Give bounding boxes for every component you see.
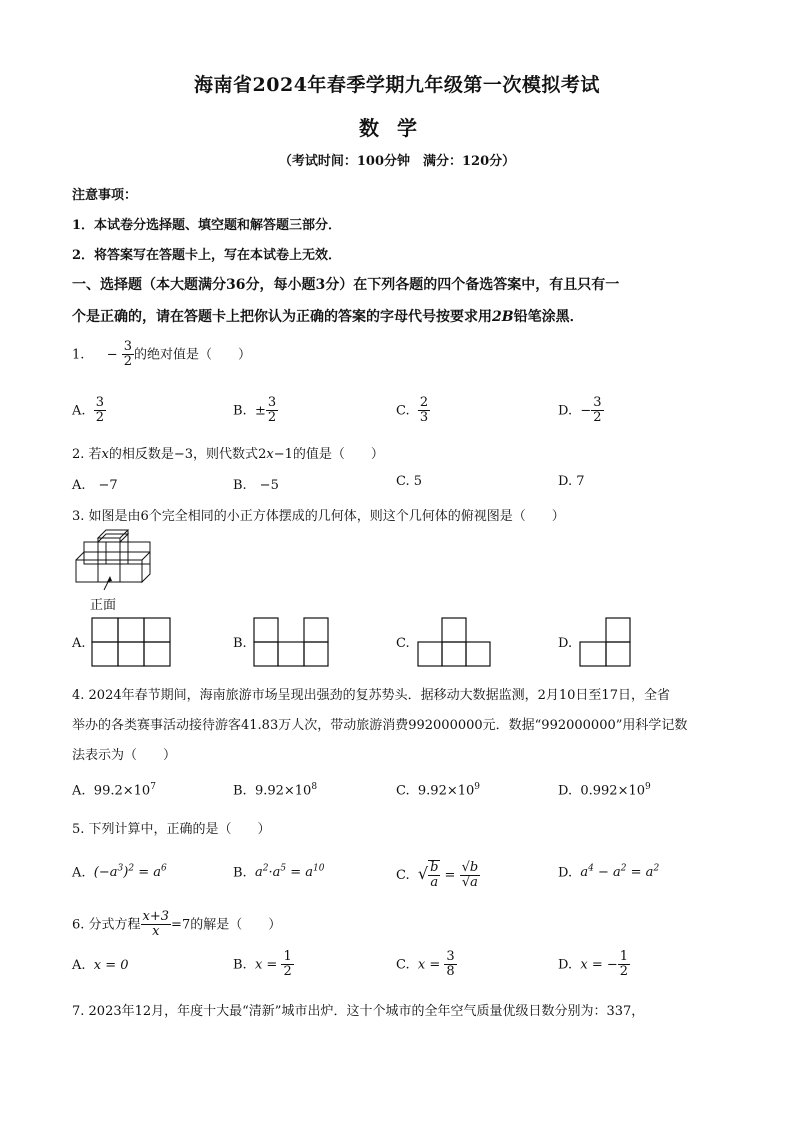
section1-line2 xyxy=(72,306,584,326)
q4-line1: 4. 2024年春节期间，海南旅游市场呈现出强劲的复苏势头．据移动大数据监测，2月10日至17日，全省 xyxy=(72,688,670,703)
q5-option-b[interactable]: B. $a^2\cdot a^5 = a^{10}$ xyxy=(233,864,325,881)
q1-option-a[interactable]: A. $\frac{3}{2}$ xyxy=(72,395,105,426)
q2-option-d[interactable]: D. 7 xyxy=(558,474,585,489)
q4-option-d[interactable]: D. $0.992\times 10^9$ xyxy=(558,782,651,799)
q4-line2: 举办的各类赛事活动接待游客41.83万人次，带动旅游消费992000000元．数据“992000000”用科学记数 xyxy=(72,718,688,733)
q4-option-b[interactable]: B. $9.92\times 10^8$ xyxy=(233,782,318,799)
q4-option-c[interactable]: C. $9.92\times 10^9$ xyxy=(396,782,481,799)
q2-option-b[interactable]: B. −5 xyxy=(233,478,279,493)
q3-stem: 3. 如图是由6个完全相同的小正方体摆成的几何体，则这个几何体的俯视图是（ ） xyxy=(72,509,565,524)
q1-fraction: $\frac{3}{2}$ xyxy=(123,339,133,370)
q1-option-b[interactable]: B. ± $\frac{3}{2}$ xyxy=(233,395,277,426)
q5-option-c[interactable]: C. √ $\frac{b}{a}$ = $\frac{√b}{√a}$ xyxy=(396,859,479,891)
section1-line2c: 铅笔涂黑． xyxy=(513,309,584,325)
q5-option-a[interactable]: A. $(-a^3)^2 = a^6$ xyxy=(72,864,167,881)
note-item-2: 2．将答案写在答题卡上，写在本试卷上无效． xyxy=(72,248,342,263)
notes-heading: 注意事项： xyxy=(72,188,138,203)
q2-option-a[interactable]: A. −7 xyxy=(72,478,118,493)
q1-option-d[interactable]: D. − $\frac{3}{2}$ xyxy=(558,395,602,426)
q1-number: 1. xyxy=(72,347,85,363)
q3-option-d-figure[interactable] xyxy=(580,618,640,668)
q3-option-c-figure[interactable] xyxy=(418,618,498,668)
q5-option-d[interactable]: D. $a^4 - a^2 = a^2$ xyxy=(558,864,660,881)
exam-subject: 数学 xyxy=(359,116,435,140)
q6-stem: 6. 分式方程 $\frac{x+3}{x}$ =7的解是（ ） xyxy=(72,909,282,940)
q2-option-c[interactable]: C. 5 xyxy=(396,474,423,489)
q6-option-d[interactable]: D. x = − $\frac{1}{2}$ xyxy=(558,949,629,980)
q4-option-a[interactable]: A. $99.2\times 10^7$ xyxy=(72,782,156,799)
cube-solid-figure xyxy=(76,528,166,588)
q3-option-d-label[interactable]: D. xyxy=(558,636,573,651)
q1-text: 的绝对值是（ ） xyxy=(134,347,252,363)
q6-option-c[interactable]: C. x = $\frac{3}{8}$ xyxy=(396,949,455,980)
front-label: 正面 xyxy=(90,598,117,613)
q1-stem xyxy=(72,340,251,370)
exam-info: （考试时间：100分钟 满分：120分） xyxy=(278,154,516,169)
q2-stem: 2. 若x的相反数是−3，则代数式2x−1的值是（ ） xyxy=(72,447,384,462)
q3-option-c-label[interactable]: C. xyxy=(396,636,410,651)
q3-option-b-label[interactable]: B. xyxy=(233,636,247,651)
section1-line2a: 个是正确的，请在答题卡上把你认为正确的答案的字母代号按要求用 xyxy=(72,309,492,325)
q3-option-a-label[interactable]: A. xyxy=(72,636,86,651)
section1-pencil: 2B xyxy=(492,309,514,325)
q3-option-a-figure[interactable] xyxy=(92,618,172,668)
q4-line3: 法表示为（ ） xyxy=(72,748,177,763)
exam-title: 海南省2024年春季学期九年级第一次模拟考试 xyxy=(194,74,600,96)
note-item-1: 1．本试卷分选择题、填空题和解答题三部分． xyxy=(72,218,342,233)
q1-sign: − xyxy=(106,347,118,363)
q6-option-b[interactable]: B. x = $\frac{1}{2}$ xyxy=(233,949,292,980)
q6-option-a[interactable]: A. x = 0 xyxy=(72,958,129,973)
q7-stem: 7. 2023年12月，年度十大最“清新”城市出炉．这十个城市的全年空气质量优级日数分别为：337， xyxy=(72,1004,645,1019)
section1-line1: 一、选择题（本大题满分36分，每小题3分）在下列各题的四个备选答案中，有且只有一 xyxy=(72,277,620,293)
q1-option-c[interactable]: C. $\frac{2}{3}$ xyxy=(396,395,429,426)
q3-option-b-figure[interactable] xyxy=(254,618,334,668)
q5-stem: 5. 下列计算中，正确的是（ ） xyxy=(72,822,271,837)
